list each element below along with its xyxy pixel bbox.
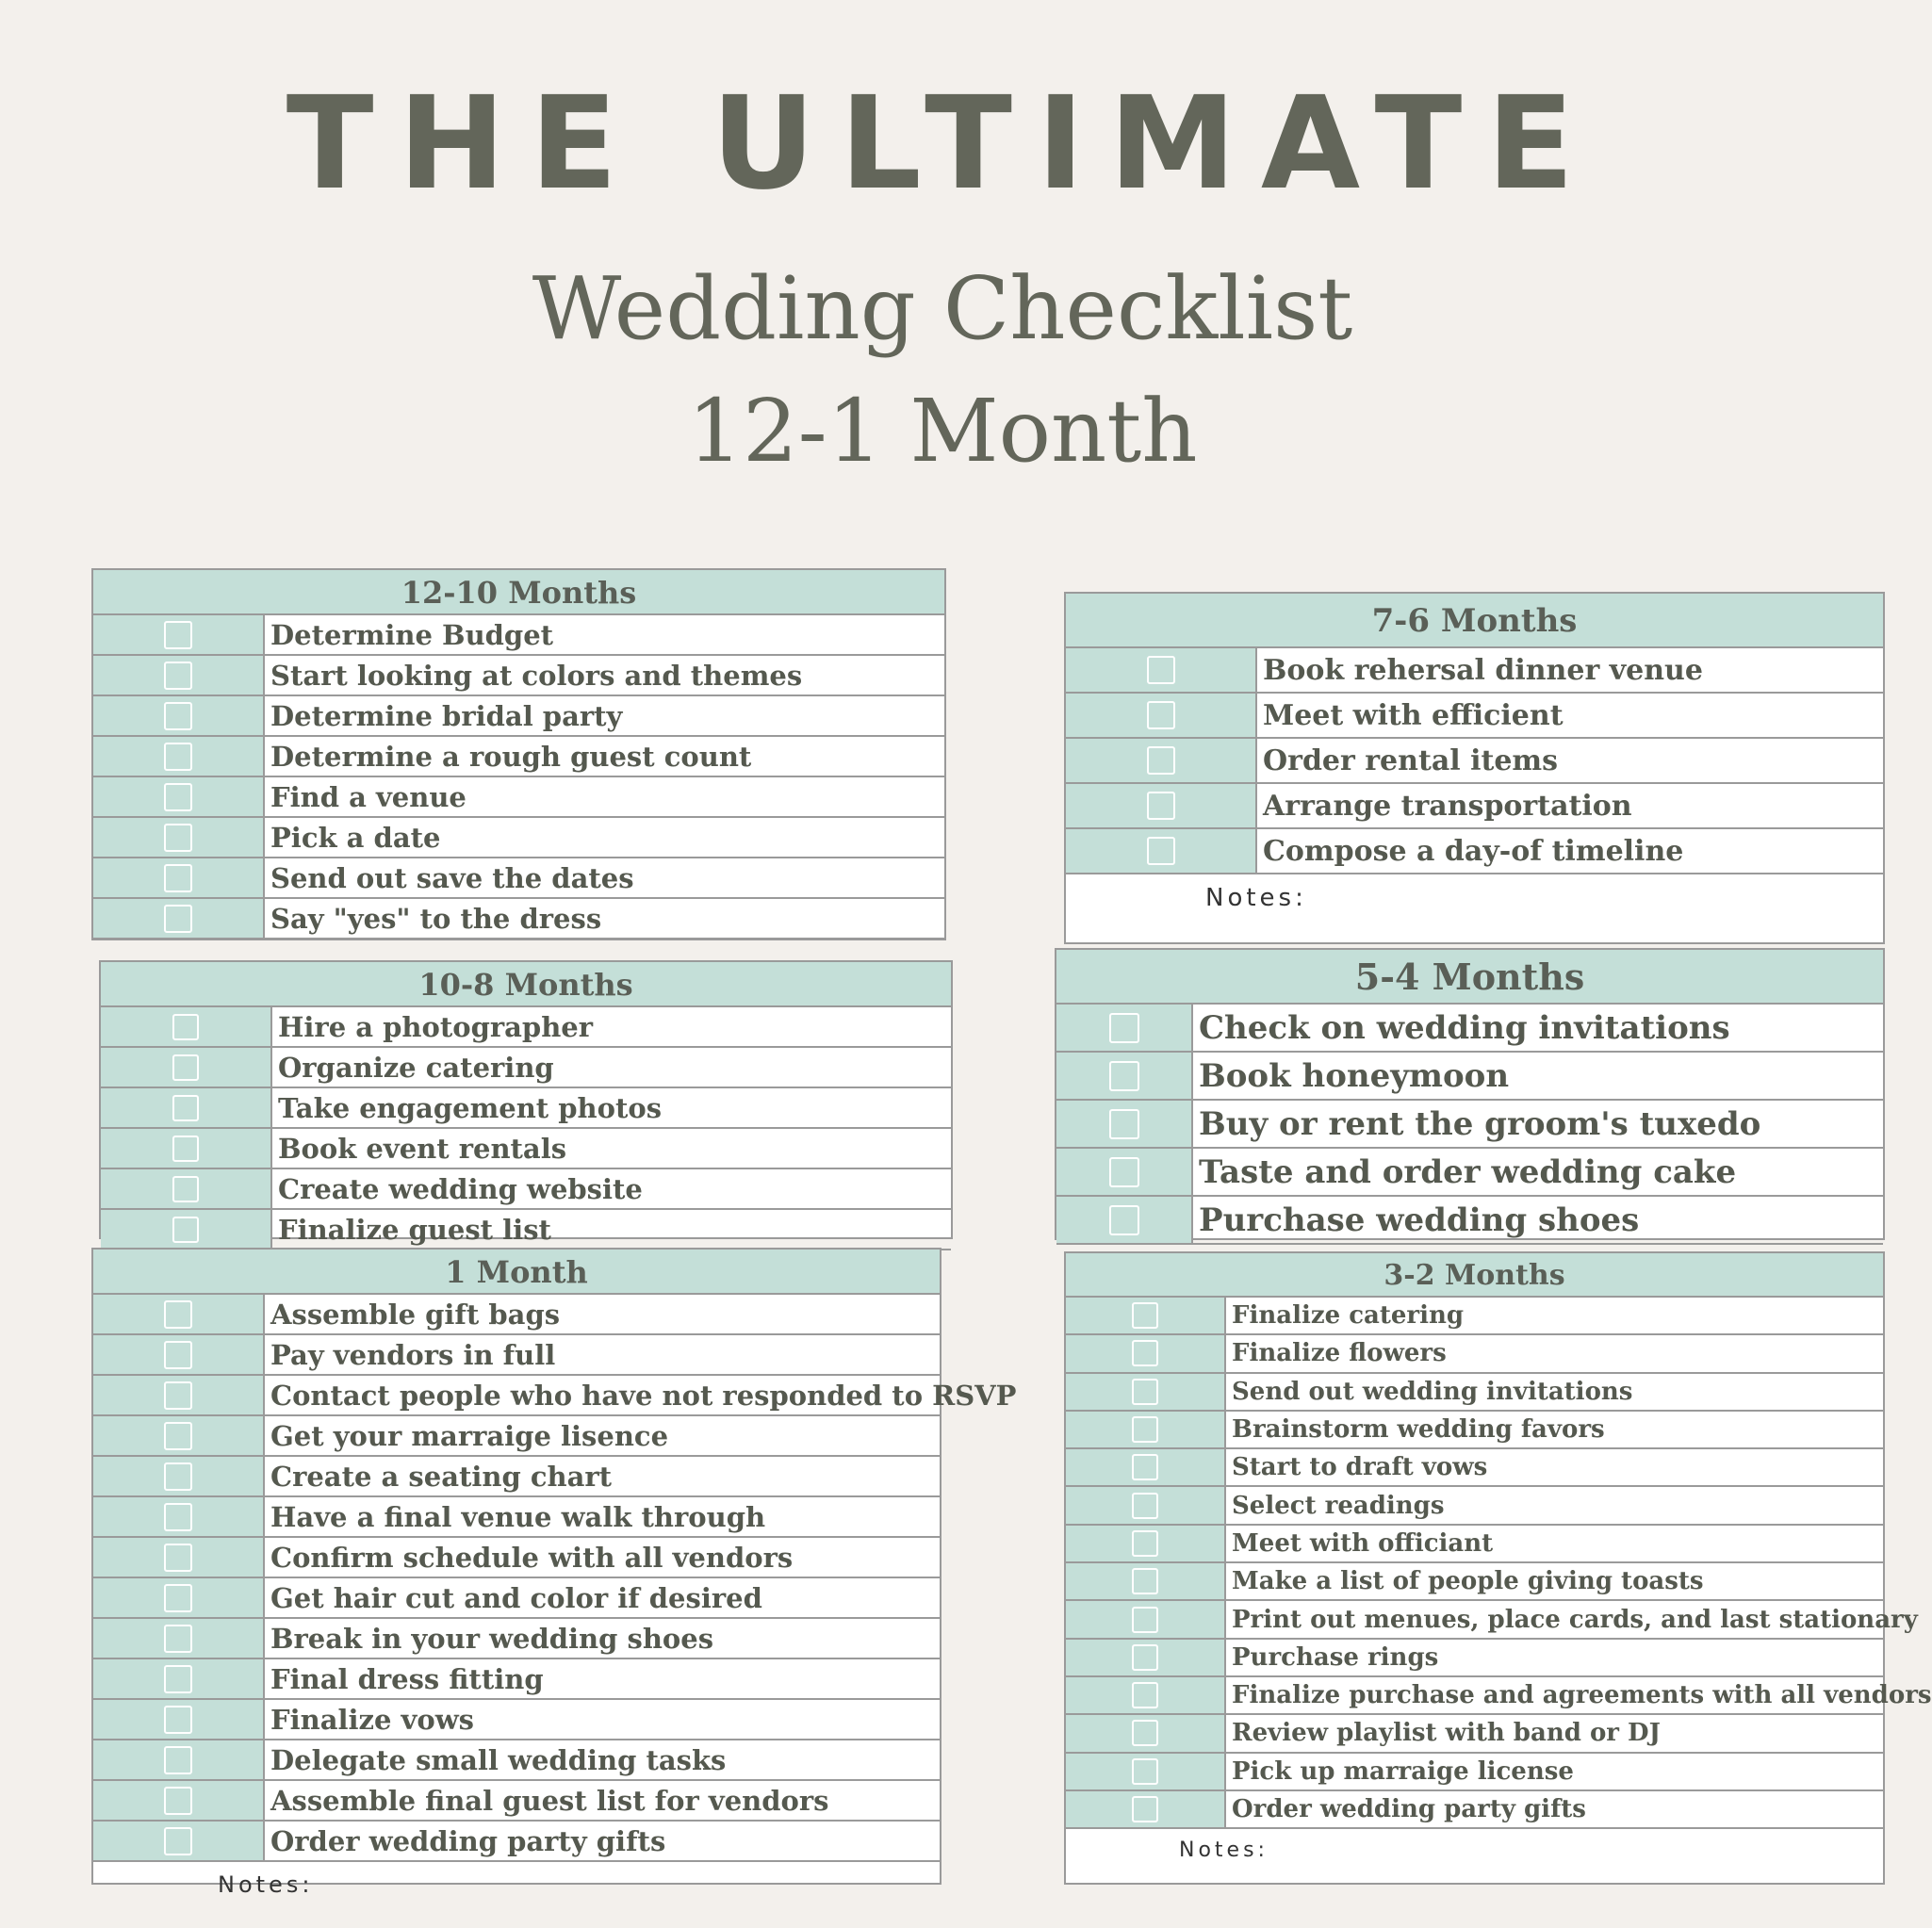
checkbox-cell (1066, 1791, 1226, 1827)
checkbox-icon[interactable] (172, 1095, 199, 1121)
checkbox-cell (1056, 1149, 1193, 1195)
checklist-row[interactable] (101, 1007, 951, 1048)
checkbox-icon[interactable] (1132, 1796, 1158, 1822)
checklist-row[interactable] (1066, 829, 1883, 874)
checkbox-cell (1056, 1197, 1193, 1243)
checklist-row[interactable] (101, 1048, 951, 1088)
checklist-row[interactable] (93, 1295, 940, 1335)
checkbox-cell (93, 818, 265, 857)
checkbox-icon[interactable] (1109, 1013, 1139, 1043)
checkbox-cell (1066, 694, 1257, 737)
notes-label: Notes: (1205, 884, 1307, 912)
checkbox-cell (93, 1700, 265, 1739)
checklist-item-label: Meet with officiant (1232, 1528, 1494, 1558)
checklist-item-label: Check on wedding invitations (1199, 1008, 1730, 1047)
checklist-row[interactable] (1066, 1715, 1883, 1753)
checkbox-cell (101, 1169, 272, 1208)
checklist-item-label: Break in your wedding shoes (270, 1622, 714, 1655)
checkbox-cell (93, 656, 265, 694)
checklist-row[interactable] (1066, 1487, 1883, 1525)
checklist-row[interactable] (93, 1335, 940, 1376)
checkbox-cell (1066, 1487, 1226, 1523)
checklist-row[interactable] (1066, 648, 1883, 694)
checkbox-cell (1066, 1412, 1226, 1447)
checkbox-cell (1056, 1101, 1193, 1147)
checkbox-icon[interactable] (1132, 1340, 1158, 1366)
checklist-row[interactable] (93, 1457, 940, 1497)
checklist-row[interactable] (93, 1822, 940, 1862)
checklist-row[interactable] (93, 1659, 940, 1700)
checkbox-cell (93, 858, 265, 897)
checklist-row[interactable] (1066, 1791, 1883, 1829)
checklist-row[interactable] (1066, 1412, 1883, 1449)
checkbox-cell (93, 1578, 265, 1617)
checkbox-cell (1066, 829, 1257, 873)
checklist-row[interactable] (93, 1497, 940, 1538)
checkbox-cell (93, 1659, 265, 1698)
checklist-item-label: Buy or rent the groom's tuxedo (1199, 1104, 1761, 1143)
checklist-item-label: Confirm schedule with all vendors (270, 1541, 794, 1574)
checklist-row[interactable] (93, 1538, 940, 1578)
checklist-item-label: Order rental items (1263, 743, 1559, 777)
checkbox-cell (1066, 1449, 1226, 1485)
checkbox-cell (1066, 739, 1257, 782)
checklist-item-label: Start looking at colors and themes (270, 659, 803, 692)
section-heading: 10-8 Months (101, 962, 951, 1007)
checklist-card (91, 568, 946, 940)
checklist-item-label: Book honeymoon (1199, 1056, 1510, 1095)
checkbox-icon[interactable] (1132, 1302, 1158, 1329)
checkbox-icon[interactable] (1147, 746, 1175, 775)
checklist-row[interactable] (1066, 1298, 1883, 1335)
checklist-item-label: Order wedding party gifts (1232, 1795, 1586, 1823)
checklist-row[interactable] (1066, 1677, 1932, 1715)
checklist-item-label: Delegate small wedding tasks (270, 1743, 727, 1776)
checklist-item-label: Start to draft vows (1232, 1453, 1488, 1482)
checkbox-icon[interactable] (1132, 1379, 1158, 1405)
checkbox-cell (1056, 1005, 1193, 1051)
checklist-row[interactable] (93, 615, 944, 656)
checkbox-icon[interactable] (164, 1706, 192, 1734)
checklist-item-label: Finalize vows (270, 1703, 475, 1736)
checkbox-icon[interactable] (1132, 1416, 1158, 1443)
checkbox-cell (1066, 1335, 1226, 1371)
checklist-item-label: Book event rentals (278, 1132, 567, 1165)
section-heading: 12-10 Months (93, 570, 944, 615)
checklist-row[interactable] (101, 1088, 951, 1129)
checkbox-icon[interactable] (164, 1746, 192, 1774)
checklist-item-label: Purchase rings (1232, 1642, 1439, 1672)
checklist-row[interactable] (1066, 1449, 1883, 1487)
checklist-item-label: Finalize catering (1232, 1301, 1465, 1331)
checkbox-cell (101, 1129, 272, 1168)
checklist-row[interactable] (93, 818, 944, 858)
checklist-item-label: Determine a rough guest count (270, 740, 752, 773)
checklist-item-label: Order wedding party gifts (270, 1824, 666, 1857)
checkbox-icon[interactable] (1109, 1109, 1139, 1139)
checkbox-icon[interactable] (1132, 1530, 1158, 1557)
checkbox-cell (1066, 1526, 1226, 1561)
checkbox-icon[interactable] (1109, 1061, 1139, 1091)
checklist-row[interactable] (101, 1169, 951, 1210)
checklist-row[interactable] (101, 1210, 951, 1250)
checkbox-icon[interactable] (164, 824, 192, 852)
notes-label: Notes: (1179, 1838, 1269, 1863)
page-subtitle: Wedding Checklist (532, 258, 1353, 359)
checklist-item-label: Contact people who have not responded to RSVP (270, 1379, 1017, 1412)
checklist-item-label: Organize catering (278, 1051, 554, 1084)
checklist-card (1055, 948, 1885, 1240)
checklist-row[interactable] (1066, 1335, 1883, 1373)
checkbox-cell (93, 1619, 265, 1658)
checkbox-cell (1056, 1053, 1193, 1099)
checklist-item-label: Taste and order wedding cake (1199, 1152, 1737, 1191)
checklist-row[interactable] (1066, 1640, 1883, 1677)
checkbox-cell (1066, 1601, 1226, 1637)
checkbox-icon[interactable] (164, 1827, 192, 1855)
checkbox-cell (93, 1295, 265, 1333)
checklist-card (91, 1248, 1017, 1898)
checklist-item-label: Take engagement photos (278, 1091, 663, 1124)
checkbox-cell (1066, 1563, 1226, 1599)
checklist-row[interactable] (1066, 1601, 1918, 1639)
checkbox-icon[interactable] (1109, 1157, 1139, 1187)
checkbox-icon[interactable] (164, 1462, 192, 1491)
checklist-card (1064, 1251, 1932, 1885)
checkbox-cell (93, 1457, 265, 1495)
checklist-item-label: Purchase wedding shoes (1199, 1201, 1640, 1239)
checklist-item-label: Create wedding website (278, 1172, 643, 1205)
checklist-item-label: Compose a day-of timeline (1263, 834, 1684, 868)
checkbox-icon[interactable] (1147, 837, 1175, 865)
checkbox-icon[interactable] (164, 702, 192, 730)
checklist-item-label: Determine bridal party (270, 699, 623, 732)
checkbox-icon[interactable] (1132, 1720, 1158, 1746)
checklist-row[interactable] (1066, 1754, 1883, 1791)
checklist-row[interactable] (93, 1781, 940, 1822)
checkbox-cell (1066, 1298, 1226, 1333)
checkbox-icon[interactable] (172, 1176, 199, 1202)
checkbox-icon[interactable] (164, 1625, 192, 1653)
checklist-row[interactable] (93, 696, 944, 737)
checklist-row[interactable] (93, 1376, 1017, 1416)
checkbox-icon[interactable] (1147, 656, 1175, 684)
checklist-row[interactable] (1066, 1374, 1883, 1412)
checkbox-icon[interactable] (1132, 1758, 1158, 1785)
checkbox-icon[interactable] (1109, 1205, 1139, 1235)
checklist-item-label: Final dress fitting (270, 1662, 544, 1695)
checklist-item-label: Say "yes" to the dress (270, 902, 602, 935)
checklist-item-label: Print out menues, place cards, and last stationary (1232, 1605, 1918, 1634)
checkbox-cell (1066, 1715, 1226, 1751)
checkbox-icon[interactable] (164, 1341, 192, 1369)
section-heading: 7-6 Months (1066, 594, 1883, 648)
checkbox-cell (93, 777, 265, 816)
checklist-item-label: Determine Budget (270, 618, 554, 651)
checkbox-cell (1066, 784, 1257, 827)
checklist-row[interactable] (1056, 1005, 1883, 1053)
checkbox-icon[interactable] (1132, 1644, 1158, 1671)
checkbox-cell (1066, 1640, 1226, 1675)
checklist-row[interactable] (93, 777, 944, 818)
checklist-row[interactable] (1066, 694, 1883, 739)
checklist-item-label: Get your marraige lisence (270, 1419, 669, 1452)
checklist-item-label: Meet with efficient (1263, 698, 1564, 732)
checklist-row[interactable] (1066, 739, 1883, 784)
checklist-item-label: Find a venue (270, 780, 467, 813)
checklist-row[interactable] (1056, 1149, 1883, 1197)
checklist-row[interactable] (93, 737, 944, 777)
checkbox-cell (93, 696, 265, 735)
checkbox-cell (101, 1007, 272, 1046)
checkbox-cell (93, 1376, 265, 1414)
checklist-item-label: Hire a photographer (278, 1010, 594, 1043)
checkbox-icon[interactable] (164, 621, 192, 649)
checkbox-icon[interactable] (1147, 792, 1175, 820)
checkbox-cell (1066, 1677, 1226, 1713)
checklist-row[interactable] (93, 656, 944, 696)
checkbox-icon[interactable] (164, 1381, 192, 1410)
checklist-item-label: Create a seating chart (270, 1460, 613, 1493)
checklist-card (99, 960, 953, 1246)
checklist-row[interactable] (101, 1129, 951, 1169)
checklist-item-label: Pick a date (270, 821, 441, 854)
checklist-row[interactable] (1066, 1563, 1883, 1601)
checkbox-icon[interactable] (164, 1503, 192, 1531)
checkbox-cell (1066, 1374, 1226, 1410)
checklist-item-label: Select readings (1232, 1491, 1445, 1520)
checkbox-icon[interactable] (172, 1014, 199, 1040)
checkbox-icon[interactable] (164, 662, 192, 690)
checklist-item-label: Pay vendors in full (270, 1338, 556, 1371)
checkbox-cell (101, 1088, 272, 1127)
checklist-item-label: Finalize guest list (278, 1213, 551, 1246)
checkbox-icon[interactable] (1132, 1682, 1158, 1708)
checkbox-cell (101, 1210, 272, 1249)
checklist-card (1064, 592, 1885, 944)
section-heading: 3-2 Months (1066, 1253, 1883, 1298)
checkbox-icon[interactable] (164, 1787, 192, 1815)
checkbox-cell (1066, 1754, 1226, 1789)
checkbox-cell (93, 1740, 265, 1779)
checkbox-cell (1066, 648, 1257, 692)
checklist-item-label: Send out save the dates (270, 861, 634, 894)
checklist-row[interactable] (93, 1740, 940, 1781)
checkbox-icon[interactable] (164, 1422, 192, 1450)
checklist-row[interactable] (1056, 1101, 1883, 1149)
checklist-row[interactable] (1056, 1197, 1883, 1245)
page-range: 12-1 Month (687, 381, 1198, 482)
checklist-item-label: Have a final venue walk through (270, 1500, 766, 1533)
checklist-row[interactable] (93, 1578, 940, 1619)
checklist-row[interactable] (93, 1619, 940, 1659)
checkbox-icon[interactable] (164, 905, 192, 933)
checkbox-icon[interactable] (164, 743, 192, 771)
page-title: THE ULTIMATE (286, 70, 1599, 219)
checklist-item-label: Send out wedding invitations (1232, 1377, 1633, 1406)
checkbox-cell (93, 737, 265, 776)
checklist-row[interactable] (1056, 1053, 1883, 1101)
checkbox-cell (93, 1335, 265, 1374)
checklist-item-label: Book rehersal dinner venue (1263, 653, 1703, 687)
checkbox-icon[interactable] (164, 864, 192, 892)
checkbox-icon[interactable] (1147, 701, 1175, 729)
checklist-item-label: Brainstorm wedding favors (1232, 1415, 1605, 1445)
checkbox-cell (93, 1416, 265, 1455)
checkbox-icon[interactable] (164, 1544, 192, 1572)
checklist-item-label: Make a list of people giving toasts (1232, 1567, 1704, 1596)
checklist-item-label: Review playlist with band or DJ (1232, 1719, 1661, 1748)
checklist-item-label: Finalize purchase and agreements with all vendors (1232, 1681, 1932, 1710)
checkbox-icon[interactable] (164, 1665, 192, 1693)
checklist-row[interactable] (93, 1416, 940, 1457)
section-heading: 1 Month (93, 1250, 940, 1295)
checkbox-icon[interactable] (172, 1217, 199, 1243)
checklist-item-label: Arrange transportation (1263, 789, 1632, 823)
checkbox-icon[interactable] (1132, 1454, 1158, 1480)
checklist-item-label: Pick up marraige license (1232, 1756, 1574, 1786)
notes-label: Notes: (218, 1871, 314, 1898)
checkbox-icon[interactable] (164, 1300, 192, 1329)
checklist-row[interactable] (93, 858, 944, 899)
checkbox-cell (93, 615, 265, 654)
checkbox-cell (93, 1538, 265, 1577)
checklist-item-label: Get hair cut and color if desired (270, 1581, 762, 1614)
checkbox-cell (93, 1822, 265, 1860)
checkbox-icon[interactable] (164, 1584, 192, 1612)
checklist-row[interactable] (1066, 1526, 1883, 1563)
checkbox-cell (93, 1781, 265, 1820)
checkbox-cell (101, 1048, 272, 1087)
checkbox-icon[interactable] (164, 783, 192, 811)
checklist-row[interactable] (93, 899, 944, 939)
checkbox-cell (93, 1497, 265, 1536)
checkbox-icon[interactable] (1132, 1493, 1158, 1519)
checklist-item-label: Finalize flowers (1232, 1339, 1447, 1368)
checkbox-icon[interactable] (1132, 1568, 1158, 1594)
checkbox-icon[interactable] (1132, 1607, 1158, 1633)
checkbox-icon[interactable] (172, 1136, 199, 1162)
checklist-item-label: Assemble gift bags (270, 1298, 561, 1331)
checkbox-cell (93, 899, 265, 938)
section-heading: 5-4 Months (1056, 950, 1883, 1005)
checklist-row[interactable] (1066, 784, 1883, 829)
checklist-item-label: Assemble final guest list for vendors (270, 1784, 829, 1817)
checkbox-icon[interactable] (172, 1054, 199, 1081)
checklist-row[interactable] (93, 1700, 940, 1740)
